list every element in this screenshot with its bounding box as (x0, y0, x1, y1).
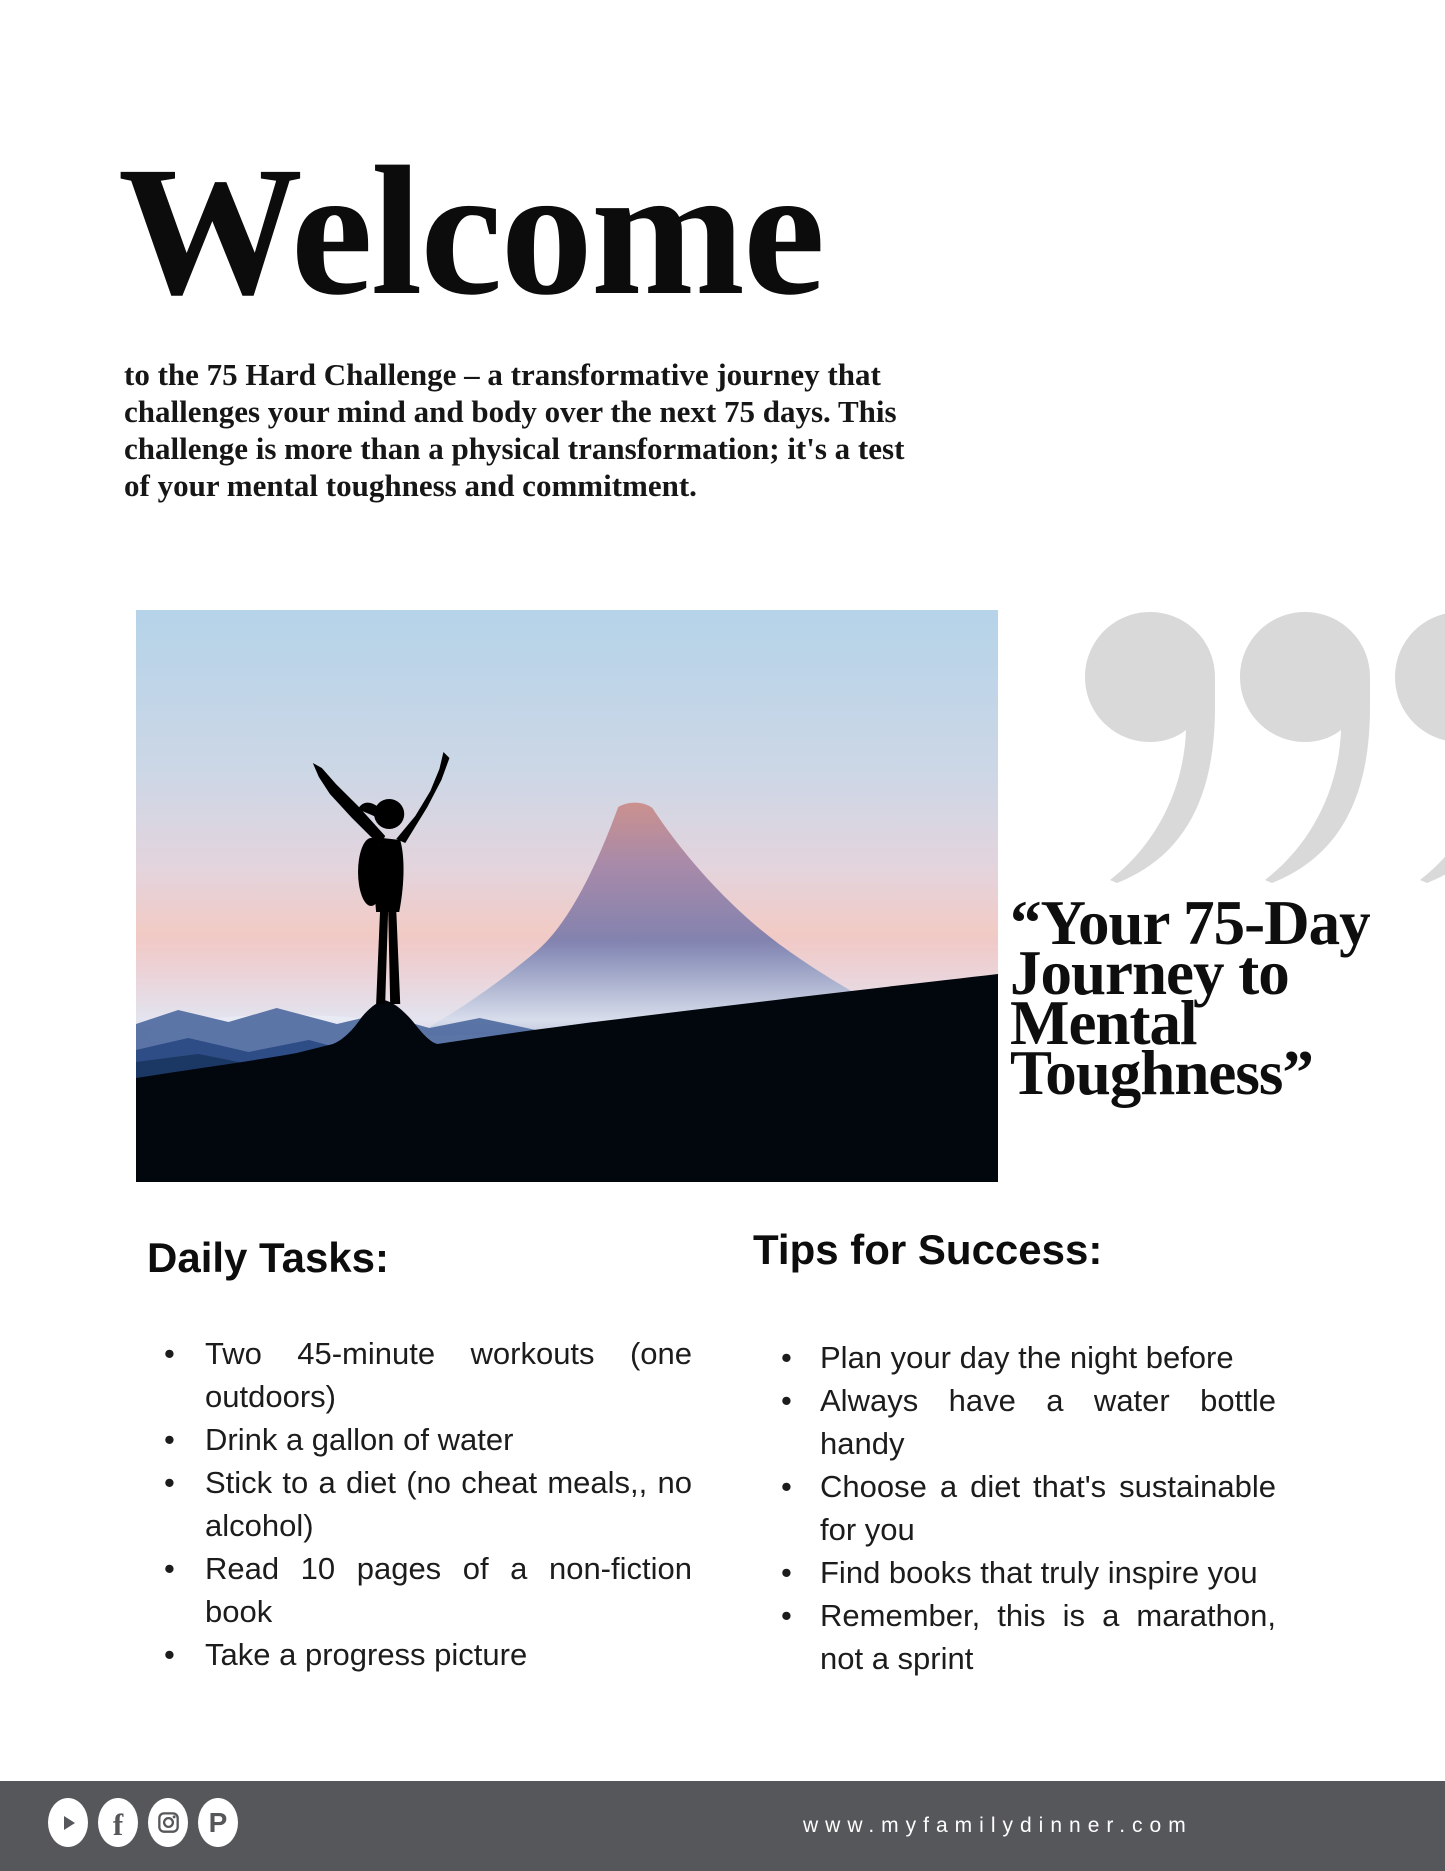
list-item: • Choose a diet that's sustainable for you (777, 1465, 1276, 1551)
quotation-marks-graphic (1085, 612, 1445, 884)
tips-list (777, 1336, 1276, 1680)
social-icons-row (48, 1798, 238, 1847)
pull-quote (1010, 888, 1440, 1108)
list-item: • Plan your day the night before (777, 1336, 1276, 1379)
list-item: • Drink a gallon of water (160, 1418, 692, 1461)
list-item: • Find books that truly inspire you (777, 1551, 1276, 1594)
website-url: www.myfamilydinner.com (803, 1814, 1193, 1837)
quote-comma-shapes (1085, 612, 1445, 883)
play-icon[interactable] (48, 1798, 88, 1847)
facebook-icon[interactable]: f (98, 1798, 138, 1847)
list-item: • Take a progress picture (160, 1633, 692, 1676)
tips-heading: Tips for Success: (753, 1226, 1103, 1273)
list-item: • Stick to a diet (no cheat meals,, no alcohol) (160, 1461, 692, 1547)
list-item: • Remember, this is a marathon, not a sprint (777, 1594, 1276, 1680)
instagram-icon[interactable] (148, 1798, 188, 1847)
list-item: • Two 45-minute workouts (one outdoors) (160, 1332, 692, 1418)
hero-photo (136, 610, 998, 1182)
pinterest-icon[interactable]: P (198, 1798, 238, 1847)
list-item: • Read 10 pages of a non-fiction book (160, 1547, 692, 1633)
footer-bar (0, 1781, 1445, 1871)
list-item: • Always have a water bottle handy (777, 1379, 1276, 1465)
pull-quote-line: “Your 75-Day (1010, 888, 1370, 958)
pull-quote-line: Journey to (1010, 938, 1289, 1008)
pull-quote-line: Toughness” (1010, 1038, 1313, 1108)
pull-quote-line: Mental (1010, 988, 1197, 1058)
daily-tasks-list (160, 1332, 692, 1676)
page-title: Welcome (118, 129, 824, 334)
daily-tasks-heading: Daily Tasks: (147, 1234, 390, 1281)
intro-paragraph: to the 75 Hard Challenge – a transformative journey that challenges your mind and body over the next 75 days. This challenge is more than a physical transformation; it's a test of your mental toughness and commitment. (124, 357, 905, 503)
